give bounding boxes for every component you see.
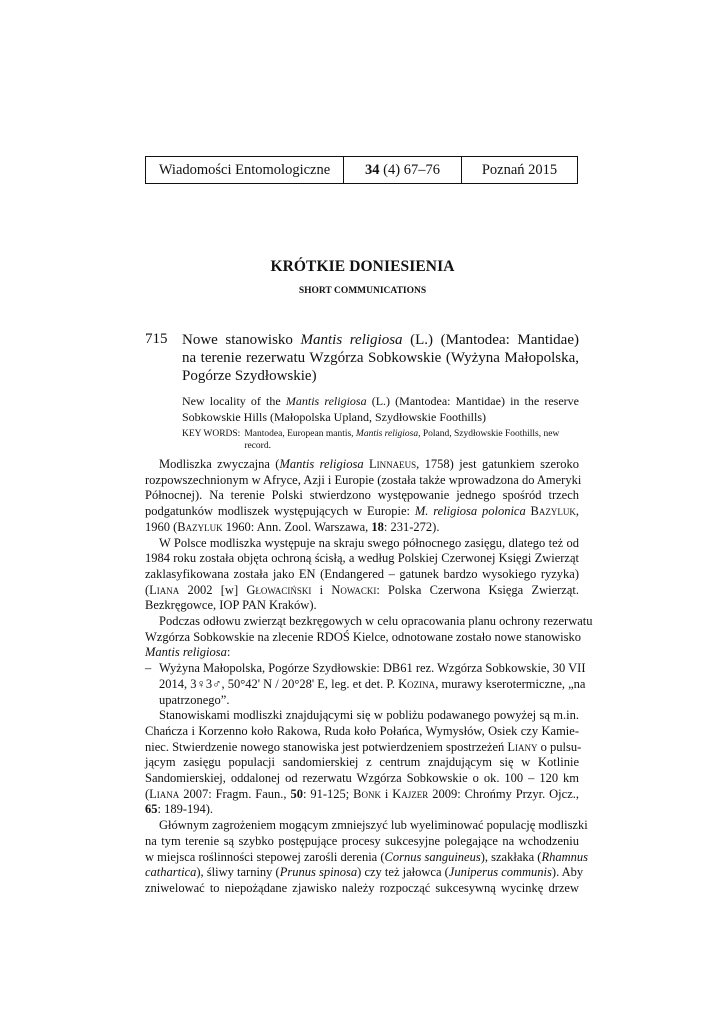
english-title	[182, 393, 579, 425]
t: Wyżyna Małopolska, Pogórze Szydłowskie: DB61 rez. Wzgórza Sobkowskie, 30 VII	[159, 661, 586, 676]
t: Modliszka zwyczajna (	[159, 457, 280, 471]
t: Podczas odłowu zwierząt bezkręgowych w celu opracowania planu ochrony rezerwatu	[159, 614, 593, 629]
t: : 231-272).	[383, 519, 440, 534]
t: : 189-194).	[157, 802, 214, 817]
t: Głównym zagrożeniem mogącym zmniejszyć lub wyeliminować populację modliszki	[159, 818, 588, 833]
t-italic: Prunus spinosa	[279, 865, 358, 880]
body-line	[145, 504, 579, 520]
bullet-line	[145, 693, 579, 709]
article-body	[145, 457, 593, 897]
body-line	[145, 520, 579, 536]
t: ). Aby	[551, 865, 584, 880]
body-line	[145, 818, 588, 834]
t: :	[226, 645, 231, 660]
t-author: Bonk	[353, 786, 381, 801]
t: (	[145, 582, 150, 597]
t-author: Linnaeus	[368, 457, 417, 471]
title-text: Nowe stanowisko	[182, 332, 301, 348]
kw-species: Mantis religiosa	[355, 429, 419, 439]
title-text: na terenie rezerwatu Wzgórza Sobkowskie (Wyżyna Małopolska,	[182, 350, 579, 366]
body-line	[145, 881, 579, 897]
en-title-species: Mantis religiosa	[285, 394, 367, 408]
kw: , Poland, Szydłowskie Foothills, new	[418, 429, 560, 439]
section-title: KRÓTKIE DONIESIENIA	[270, 258, 455, 275]
t-author: Liany	[507, 739, 538, 754]
t: Wzgórza Sobkowskie na zlecenie RDOŚ Kielce, odnotowane zostało nowe stanowisko	[145, 629, 581, 644]
title-line	[182, 367, 579, 385]
t: , murawy kserotermiczne, „na	[435, 676, 586, 691]
t-italic: Rhamnus	[541, 849, 588, 864]
t: niec. Stwierdzenie nowego stanowiska jest potwierdzeniem spostrzeżeń	[145, 739, 508, 754]
t: upatrzonego”.	[159, 692, 230, 707]
t: Sandomierskiej, oddalonej od rezerwatu Wzgórza Sobkowskie o ok. 100 – 120 km	[145, 771, 579, 786]
body-line	[145, 614, 593, 630]
t-bold: 65	[145, 802, 158, 817]
title-text: (L.) (Mantodea: Mantidae)	[402, 332, 579, 348]
keywords-text	[244, 428, 559, 452]
bullet-dash: –	[145, 661, 152, 676]
t-author: Kozina	[398, 676, 436, 691]
t: o pulsu-	[537, 739, 582, 754]
t-italic: cathartica	[145, 865, 197, 880]
t: 2007: Fragm. Faun.,	[179, 786, 291, 801]
body-line	[145, 551, 579, 567]
t-author: Liana	[149, 786, 180, 801]
t: zniwelować to niepożądane zjawisko należy rozpocząć sukcesywną wycinkę drzew	[145, 880, 579, 895]
body-line	[145, 739, 582, 756]
en-title-line	[182, 393, 579, 409]
t: (	[145, 786, 150, 801]
t: : Polska Czerwona Księga Zwierząt.	[376, 582, 580, 597]
t: jącym zasięgu populacji sandomierskiej z centrum znajdującym się w Kotlinie	[145, 755, 579, 770]
t: 1984 roku została objęta ochroną ścisłą, a według Polskiej Czerwonej Księgi Zwierząt	[145, 551, 579, 566]
t-italic: Mantis religiosa	[145, 645, 227, 660]
t: 2014, 3♀3♂, 50°42' N / 20°28' E, leg. et det. P.	[159, 676, 399, 691]
t-italic: Cornus sanguineus	[384, 849, 481, 864]
place-year: Poznań 2015	[481, 161, 558, 178]
t: Stanowiskami modliszki znajdującymi się w pobliżu podawanego powyżej są m.in.	[159, 708, 579, 723]
bullet-line	[145, 676, 586, 693]
issue-pages: (4) 67–76	[383, 161, 440, 178]
t: ), śliwy tarniny (	[196, 865, 280, 880]
body-line	[145, 583, 579, 599]
body-line	[145, 865, 584, 881]
en-title-text: (L.) (Mantodea: Mantidae) in the reserve	[366, 394, 579, 408]
t: ) czy też jałowca (	[357, 865, 449, 880]
t: w miejsca roślinności stepowej zarośli derenia (	[145, 849, 385, 864]
t: ), szakłaka (	[480, 849, 542, 864]
t-author: Głowaciński	[246, 582, 312, 597]
t: W Polsce modliszka występuje na skraju swego północnego zasięgu, dlatego też od	[159, 535, 579, 550]
body-line	[145, 834, 579, 850]
kw: record.	[244, 441, 271, 451]
t: 2002 [w]	[179, 582, 247, 597]
en-title-text: New locality of the	[182, 394, 286, 408]
t: rozpowszechnionym w Afryce, Azji i Europie (została także wprowadzona do Ameryki	[145, 472, 582, 487]
t: i	[380, 786, 393, 801]
title-line	[182, 349, 579, 367]
t-author: Nowacki	[331, 582, 377, 597]
t-author: Bazyluk	[177, 519, 223, 534]
t: ,	[575, 504, 580, 519]
body-line	[145, 849, 588, 866]
body-line	[145, 724, 579, 740]
volume-number: 34	[365, 161, 380, 178]
body-line	[145, 802, 579, 818]
t-bold: 18	[371, 519, 384, 534]
body-line	[145, 567, 579, 583]
t: podgatunków modliszek występujących w Europie:	[145, 504, 415, 519]
en-title-text: Sobkowskie Hills (Małopolska Upland, Szydłowskie Foothills)	[182, 410, 486, 424]
keywords-line	[244, 440, 559, 452]
section-subtitle: SHORT COMMUNICATIONS	[298, 286, 427, 296]
body-line	[145, 645, 579, 661]
journal-name: Wiadomości Entomologiczne	[146, 157, 344, 183]
body-line	[145, 457, 579, 473]
bullet-line	[145, 661, 586, 677]
t-italic: M. religiosa polonica	[414, 504, 526, 519]
keywords-line	[244, 428, 559, 440]
t: Północnej). Na terenie Polski stwierdzono występowanie jednego spośród trzech	[145, 488, 579, 503]
volume-issue	[344, 157, 462, 183]
t: Chańcza i Korzenno koło Rakowa, Ruda koło Połańca, Wymysłów, Osiek czy Kamie-	[145, 723, 579, 738]
article-number: 715	[145, 331, 168, 347]
t: 1960: Ann. Zool. Warszawa,	[222, 519, 372, 534]
title-text: Pogórze Szydłowskie)	[182, 368, 317, 384]
body-line	[145, 755, 579, 771]
kw: Mantodea, European mantis,	[244, 429, 356, 439]
article-title	[182, 331, 579, 385]
t: i	[311, 582, 332, 597]
t: na tym terenie są szybko postępujące procesy sukcesyjne polegające na wchodzeniu	[145, 833, 579, 848]
body-line	[145, 536, 579, 552]
t-italic: Mantis religiosa	[279, 457, 364, 471]
title-species: Mantis religiosa	[300, 332, 403, 348]
t: Bezkręgowce, IOP PAN Kraków).	[145, 598, 317, 613]
t: : 91-125;	[302, 786, 354, 801]
title-line	[182, 331, 579, 349]
journal-header-box	[145, 156, 578, 184]
body-line	[145, 708, 579, 724]
t: , 1758) jest gatunkiem szeroko	[416, 457, 579, 471]
body-line	[145, 472, 582, 489]
en-title-line	[182, 409, 579, 425]
t-bold: 50	[290, 786, 303, 801]
body-line	[145, 771, 579, 787]
t-author: Kajzer	[392, 786, 429, 801]
t-author: Bazyluk	[530, 504, 576, 519]
t: 2009: Chrońmy Przyr. Ojcz.,	[428, 786, 579, 801]
body-line	[145, 787, 579, 803]
keywords-label: KEY WORDS:	[182, 429, 241, 439]
body-line	[145, 598, 579, 614]
t: zaklasyfikowana została jako EN (Endangered – gatunek bardzo wysokiego ryzyka)	[145, 566, 579, 581]
t: 1960 (	[145, 519, 178, 534]
t-author: Liana	[149, 582, 180, 597]
t-italic: Juniperus communis	[448, 865, 552, 880]
keywords	[182, 428, 579, 452]
body-line	[145, 630, 579, 646]
body-line	[145, 488, 579, 504]
